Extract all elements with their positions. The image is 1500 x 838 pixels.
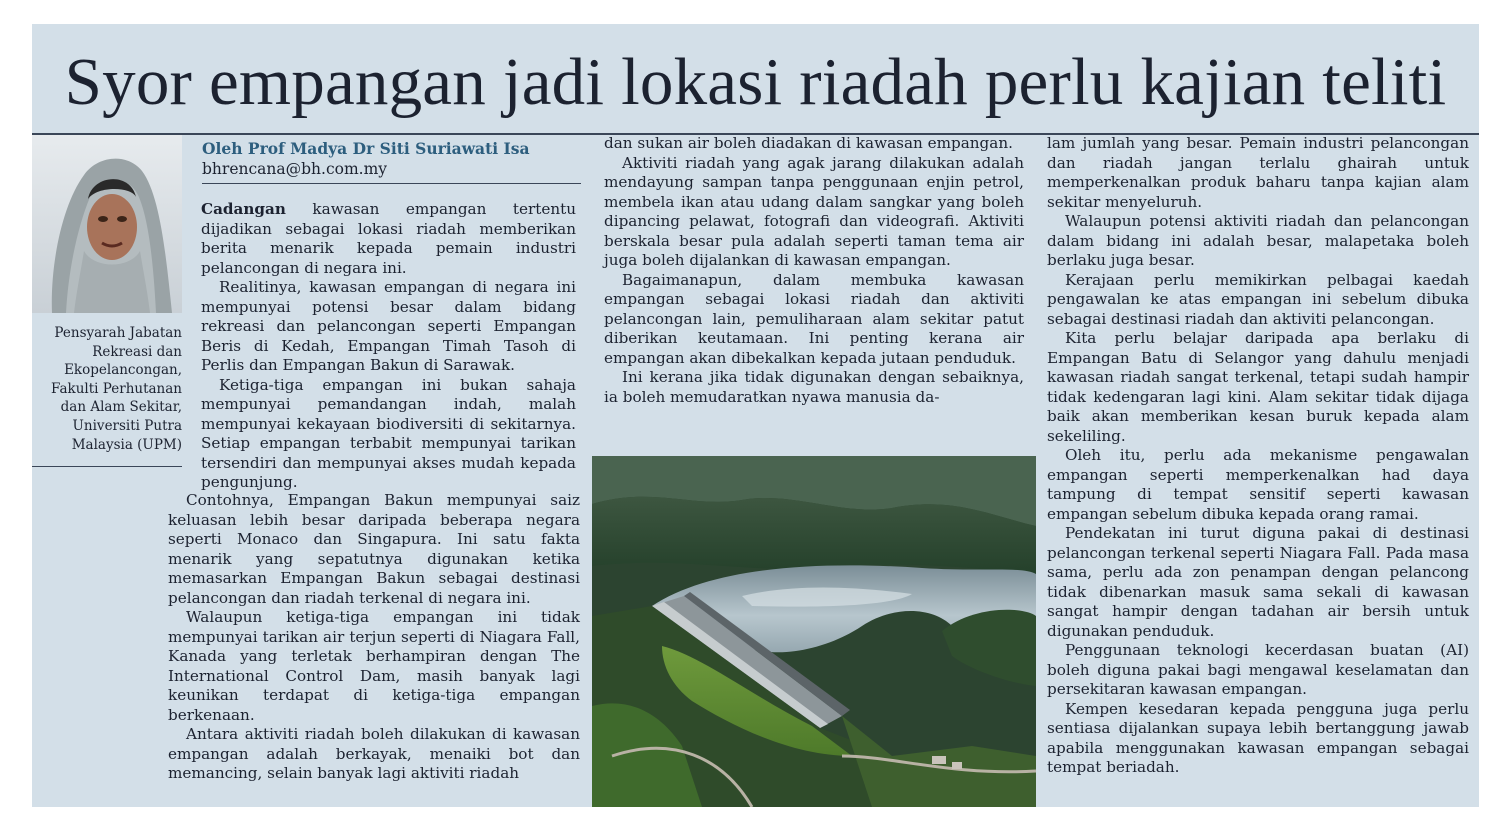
author-caption <box>32 324 182 454</box>
caption-line: Universiti Putra <box>72 417 182 434</box>
paragraph: Penggunaan teknologi kecerdasan buatan (AI) boleh diguna pakai bagi mengawal keselamatan dan persekitaran kawasan empangan. <box>1047 641 1469 698</box>
byline-rule <box>202 183 581 184</box>
paragraph: Contohnya, Empangan Bakun mempunyai saiz keluasan lebih besar daripada beberapa negara seperti Monaco dan Singapura. Ini satu fakta menarik yang sepatutnya digunakan ketika memasarkan Empangan Bakun sebagai destinasi pelancongan dan riadah terkenal di negara ini. <box>168 491 580 607</box>
paragraph: dan sukan air boleh diadakan di kawasan empangan. <box>604 134 1013 152</box>
article-column-3 <box>1047 134 1469 778</box>
article-column-1a <box>201 200 576 493</box>
paragraph: lam jumlah yang besar. Pemain industri pelancongan dan riadah jangan terlalu ghairah untuk memperkenalkan produk baharu tanpa kajian alam sekitar menyeluruh. <box>1047 134 1469 211</box>
paragraph: Oleh itu, perlu ada mekanisme pengawalan empangan seperti memperkenalkan had daya tampung di tempat sensitif seperti kawasan empangan sebelum dibuka kepada orang ramai. <box>1047 446 1469 523</box>
paragraph: Kempen kesedaran kepada pengguna juga perlu sentiasa dijalankan supaya lebih bertanggung jawab apabila menggunakan kawasan empangan sebagai tempat beriadah. <box>1047 699 1469 776</box>
caption-line: dan Alam Sekitar, <box>60 399 182 416</box>
caption-line: Rekreasi dan <box>92 343 182 360</box>
lead-text: kawasan empangan tertentu dijadikan sebagai lokasi riadah memberikan berita menarik kepada pemain industri pelancongan di negara ini. <box>201 200 576 277</box>
dam-aerial-photo <box>592 456 1036 807</box>
author-portrait-icon <box>32 135 182 313</box>
paragraph: Walaupun potensi aktiviti riadah dan pelancongan dalam bidang ini adalah besar, malapetaka boleh berlaku juga besar. <box>1047 212 1469 269</box>
dam-photo-icon <box>592 456 1036 807</box>
article-panel <box>32 24 1479 807</box>
article-column-2 <box>604 134 1024 407</box>
paragraph: Bagaimanapun, dalam membuka kawasan empangan sebagai lokasi riadah dan aktiviti pelancongan lain, pemuliharaan alam sekitar patut diberikan keutamaan. Ini penting kerana air empangan akan dibekalkan kepada jutaan penduduk. <box>604 270 1024 367</box>
paragraph: Realitinya, kawasan empangan di negara ini mempunyai potensi besar dalam bidang rekreasi dan pelancongan seperti Empangan Beris di Kedah, Empangan Timah Tasoh di Perlis dan Empangan Bakun di Sarawak. <box>201 278 576 374</box>
paragraph: Walaupun ketiga-tiga empangan ini tidak mempunyai tarikan air terjun seperti di Niagara Fall, Kanada yang terletak berhampiran dengan The International Control Dam, masih banyak lagi keunikan terdapat di ketiga-tiga empangan berkenaan. <box>168 608 580 724</box>
author-name: Oleh Prof Madya Dr Siti Suriawati Isa <box>202 139 530 158</box>
caption-line: Pensyarah Jabatan <box>54 325 182 341</box>
author-portrait <box>32 135 182 313</box>
paragraph: Aktiviti riadah yang agak jarang dilakukan adalah mendayung sampan tanpa penggunaan enjin petrol, membela ikan atau udang dalam sangkar yang boleh dipancing pelawat, fotografi dan videografi. Aktiviti berskala besar pula adalah seperti taman tema air juga boleh dijalankan di kawasan empangan. <box>604 153 1024 269</box>
article-column-1b <box>168 491 580 784</box>
caption-line: Fakulti Perhutanan <box>51 380 182 397</box>
paragraph: Ketiga-tiga empangan ini bukan sahaja mempunyai pemandangan indah, malah mempunyai kekayaan biodiversiti di sekitarnya. Setiap empangan terbabit mempunyai tarikan tersendiri dan mempunyai akses mudah kepada pengunjung. <box>201 375 576 491</box>
paragraph: Pendekatan ini turut diguna pakai di destinasi pelancongan terkenal seperti Niagara Fall. Pada masa sama, perlu ada zon penampan dengan pelancong tidak dibenarkan masuk sama sekali di kawasan sangat hampir dengan tadahan air bersih untuk digunakan penduduk. <box>1047 524 1469 640</box>
byline <box>202 138 582 180</box>
caption-rule <box>32 466 182 467</box>
author-email[interactable]: bhrencana@bh.com.my <box>202 160 388 178</box>
paragraph: Kita perlu belajar daripada apa berlaku di Empangan Batu di Selangor yang dahulu menjadi kawasan riadah sangat terkenal, tetapi sudah hampir tidak kedengaran lagi kini. Alam sekitar tidak dijaga baik akan memberikan kesan buruk kepada alam sekeliling. <box>1047 329 1469 445</box>
paragraph: Antara aktiviti riadah boleh dilakukan di kawasan empangan adalah berkayak, menaiki bot dan memancing, selain banyak lagi aktiviti riadah <box>168 725 580 782</box>
lead-paragraph <box>201 200 576 278</box>
caption-line: Ekopelancongan, <box>64 362 182 379</box>
headline: Syor empangan jadi lokasi riadah perlu kajian teliti <box>64 45 1447 119</box>
paragraph: Kerajaan perlu memikirkan pelbagai kaedah pengawalan ke atas empangan ini sebelum dibuka sebagai destinasi riadah dan aktiviti pelancongan. <box>1047 270 1469 328</box>
lead-word: Cadangan <box>201 200 286 218</box>
paragraph: Ini kerana jika tidak digunakan dengan sebaiknya, ia boleh memudaratkan nyawa manusia da- <box>604 368 1024 406</box>
caption-line: Malaysia (UPM) <box>71 436 182 453</box>
